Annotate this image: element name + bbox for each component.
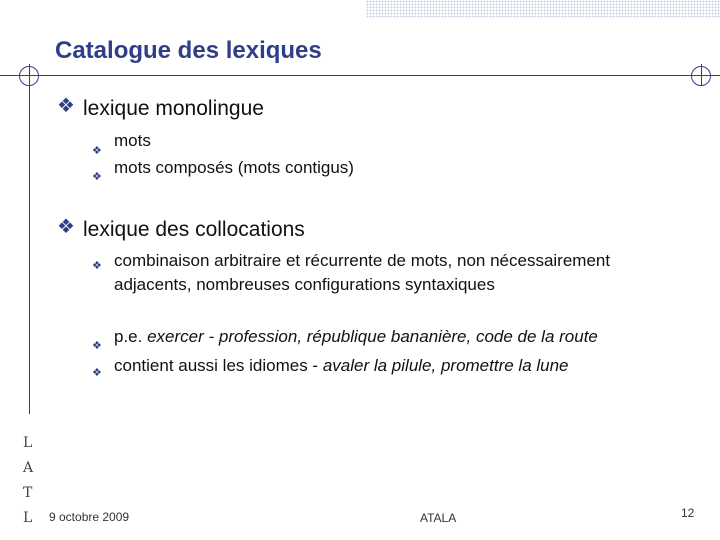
section2-heading: lexique des collocations [83,218,305,241]
diamond-bullet-icon: ❖ [92,340,102,352]
diamond-bullet-icon: ❖ [57,95,75,117]
page-number: 12 [681,506,695,520]
idiom-prefix: contient aussi les idiomes - [114,356,323,375]
footer-center: ATALA [420,511,457,525]
left-circle-ornament [19,66,39,86]
side-letter: A [23,460,34,476]
diamond-bullet-icon: ❖ [92,367,102,379]
idiom-text: avaler la pilule, promettre la lune [322,356,569,375]
side-letter: L [23,510,33,526]
right-circle-ornament [691,66,711,86]
header-dot-pattern [366,0,720,18]
section2-item [114,325,598,348]
example-prefix: p.e. [114,327,148,346]
slide-title: Catalogue des lexiques [55,37,322,64]
example-text: exercer - profession, république bananière, code de la route [147,327,598,346]
footer-date: 9 octobre 2009 [49,510,130,524]
left-rule [29,64,30,414]
diamond-bullet-icon: ❖ [92,145,102,157]
header-rule [0,75,720,76]
section1-heading: lexique monolingue [83,97,264,120]
diamond-bullet-icon: ❖ [57,216,75,238]
section1-item: mots [114,131,151,150]
section2-item [114,354,569,377]
section1-item: mots composés (mots contigus) [114,158,354,177]
side-letter: T [23,485,33,501]
side-letter: L [23,435,33,451]
diamond-bullet-icon: ❖ [92,260,102,272]
diamond-bullet-icon: ❖ [92,171,102,183]
section2-item: combinaison arbitraire et récurrente de mots, non nécessairement adjacents, nombreuses configurations syntaxiques [114,251,611,294]
